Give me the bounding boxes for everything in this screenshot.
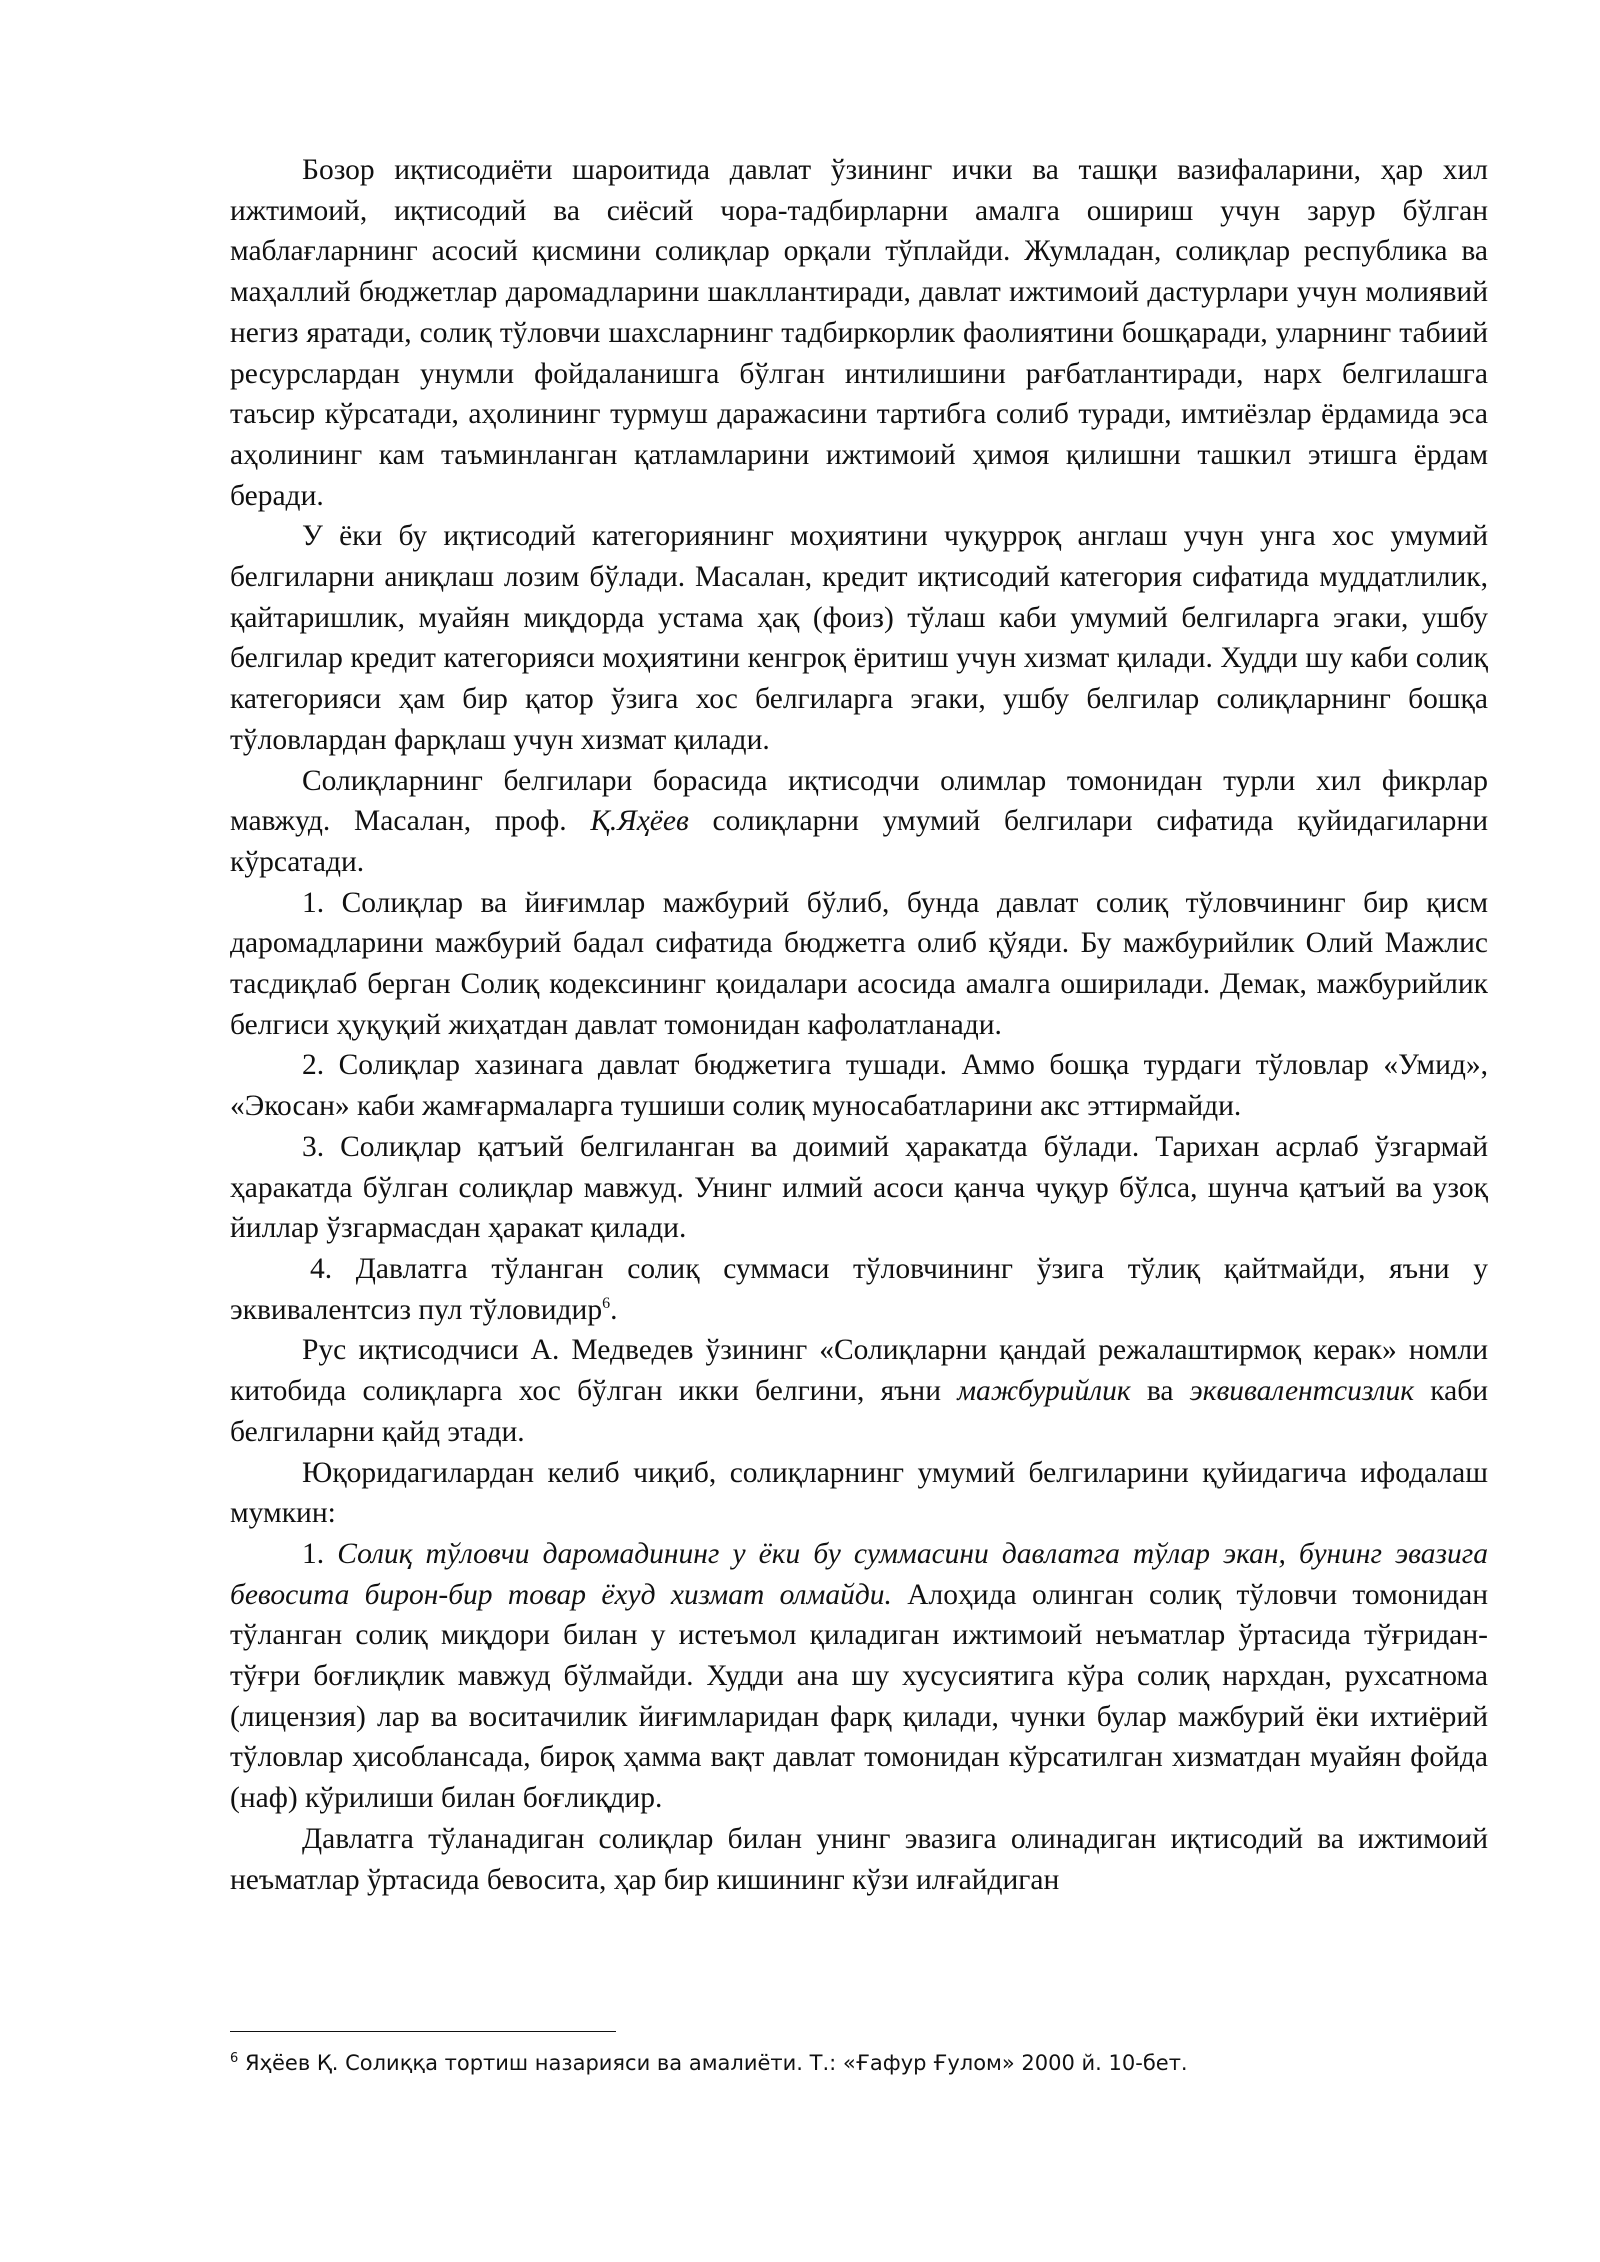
footnote-text: Яҳёев Қ. Солиққа тортиш назарияси ва амалиёти. Т.: «Ғафур Ғулом» 2000 й. 10-бет. [238, 2051, 1188, 2075]
footnote-reference[interactable]: 6 [602, 1294, 611, 1312]
paragraph-text: солиқларни умумий белгилари сифатида қуйидагиларни кўрсатади. [230, 805, 1489, 878]
paragraph-medvedev [230, 1330, 1488, 1452]
emphasis-term: мажбурийлик [957, 1375, 1131, 1408]
paragraph-features-opinions [230, 761, 1488, 883]
paragraph-feature-1 [230, 1534, 1488, 1819]
main-text [230, 150, 1488, 1900]
footnote [230, 2048, 1488, 2078]
paragraph-text: Рус иқтисодчиси А. Медведев ўзининг «Солиқларни қандай режалаштирмоқ керак» номли китобида солиқларга хос бўлган икки белгини, яъни [230, 1334, 1488, 1408]
paragraph-text: Солиқларнинг белгилари борасида иқтисодчи олимлар томонидан турли хил фикрлар мавжуд. Масалан, проф. [230, 764, 1488, 838]
paragraph-intro: Бозор иқтисодиёти шароитида давлат ўзининг ички ва ташқи вазифаларини, ҳар хил ижтимоий, иқтисодий ва сиёсий чора-тадбирларни амалга ошириш учун зарур бўлган маблағларнинг асосий қисмини солиқлар орқали тўплайди. Жумладан, солиқлар республика ва маҳаллий бюджетлар даромадларини шакллантиради, давлат ижтимоий дастурлари учун молиявий негиз яратади, солиқ тўловчи шахсларнинг тадбиркорлик фаолиятини бошқаради, уларнинг табиий ресурслардан унумли фойдаланишга бўлган интилишини рағбатлантиради, нарх белгилашга таъсир кўрсатади, аҳолининг турмуш даражасини тартибга солиб туради, имтиёзлар ёрдамида эса аҳолининг кам таъминланган қатламларини ижтимоий ҳимоя қилишни ташкил этишга ёрдам беради. [230, 154, 1488, 512]
footnote-separator [230, 2031, 616, 2032]
list-number: 1. [302, 1537, 338, 1570]
list-item-2: 2. Солиқлар хазинага давлат бюджетига тушади. Аммо бошқа турдаги тўловлар «Умид», «Экосан» каби жамғармаларга тушиши солиқ муносабатларини акс эттирмайди. [230, 1049, 1488, 1123]
list-item-3: 3. Солиқлар қатъий белгиланган ва доимий ҳаракатда бўлади. Тарихан асрлаб ўзгармай ҳаракатда бўлган солиқлар мавжуд. Унинг илмий асоси қанча чуқур бўлса, шунча қатъий ва узоқ йиллар ўзгармасдан ҳаракат қилади. [230, 1130, 1488, 1245]
paragraph-text: Алоҳида олинган солиқ тўловчи томонидан тўланган солиқ миқдори билан у истеъмол қиладиган ижтимоий неъматлар ўртасида тўғридан-тўғри боғлиқлик мавжуд бўлмайди. Худди ана шу хусусиятига кўра солиқ нархдан, рухсатнома (лицензия) лар ва воситачилик йиғимларидан фарқ қилади, чунки булар мажбурий ёки ихтиёрий тўловлар ҳисоблансада, бироқ ҳамма вақт давлат томонидан кўрсатилган хизматдан муайян фойда (наф) кўрилиши билан боғлиқдир. [230, 1578, 1489, 1815]
footnote-number: 6 [230, 2051, 239, 2066]
paragraph-continued: Давлатга тўланадиган солиқлар билан унинг эвазига олинадиган иқтисодий ва ижтимоий неъматлар ўртасида бевосита, ҳар бир кишининг кўзи илғайдиган [230, 1822, 1488, 1896]
list-item-end: . [610, 1293, 618, 1326]
paragraph-text: ва [1130, 1375, 1190, 1408]
list-item-text: 4. Давлатга тўланган солиқ суммаси тўловчининг ўзига тўлиқ қайтмайди, яъни у эквивалентсиз пул тўловидир [230, 1252, 1488, 1326]
paragraph-summary-lead: Юқоридагилардан келиб чиқиб, солиқларнинг умумий белгиларини қуйидагича ифодалаш мумкин: [230, 1456, 1488, 1530]
paragraph-categories: У ёки бу иқтисодий категориянинг моҳиятини чуқурроқ англаш учун унга хос умумий белгиларни аниқлаш лозим бўлади. Масалан, кредит иқтисодий категория сифатида муддатлилик, қайтаришлик, муайян миқдорда устама ҳақ (фоиз) тўлаш каби умумий белгиларга эгаки, ушбу белгилар кредит категорияси моҳиятини кенгроқ ёритиш учун хизмат қилади. Худди шу каби солиқ категорияси ҳам бир қатор ўзига хос белгиларга эгаки, ушбу белгилар солиқларнинг бошқа тўловлардан фарқлаш учун хизмат қилади. [230, 520, 1488, 756]
emphasis-term: эквивалентсизлик [1189, 1375, 1415, 1408]
emphasis-statement: Солиқ тўловчи даромадининг у ёки бу суммасини давлатга тўлар экан, бунинг эвазига бевосита бирон-бир товар ёхуд хизмат олмайди. [230, 1537, 1488, 1611]
author-name: Қ.Яҳёев [590, 805, 689, 838]
list-item-1: 1. Солиқлар ва йиғимлар мажбурий бўлиб, бунда давлат солиқ тўловчининг бир қисм даромадларини мажбурий бадал сифатида бюджетга олиб қўяди. Бу мажбурийлик Олий Мажлис тасдиқлаб берган Солиқ кодексининг қоидалари асосида амалга оширилади. Демак, мажбурийлик белгиси ҳуқуқий жиҳатдан давлат томонидан кафолатланади. [230, 886, 1488, 1041]
paragraph-text: каби белгиларни қайд этади. [230, 1375, 1488, 1448]
list-item-4 [230, 1249, 1488, 1330]
